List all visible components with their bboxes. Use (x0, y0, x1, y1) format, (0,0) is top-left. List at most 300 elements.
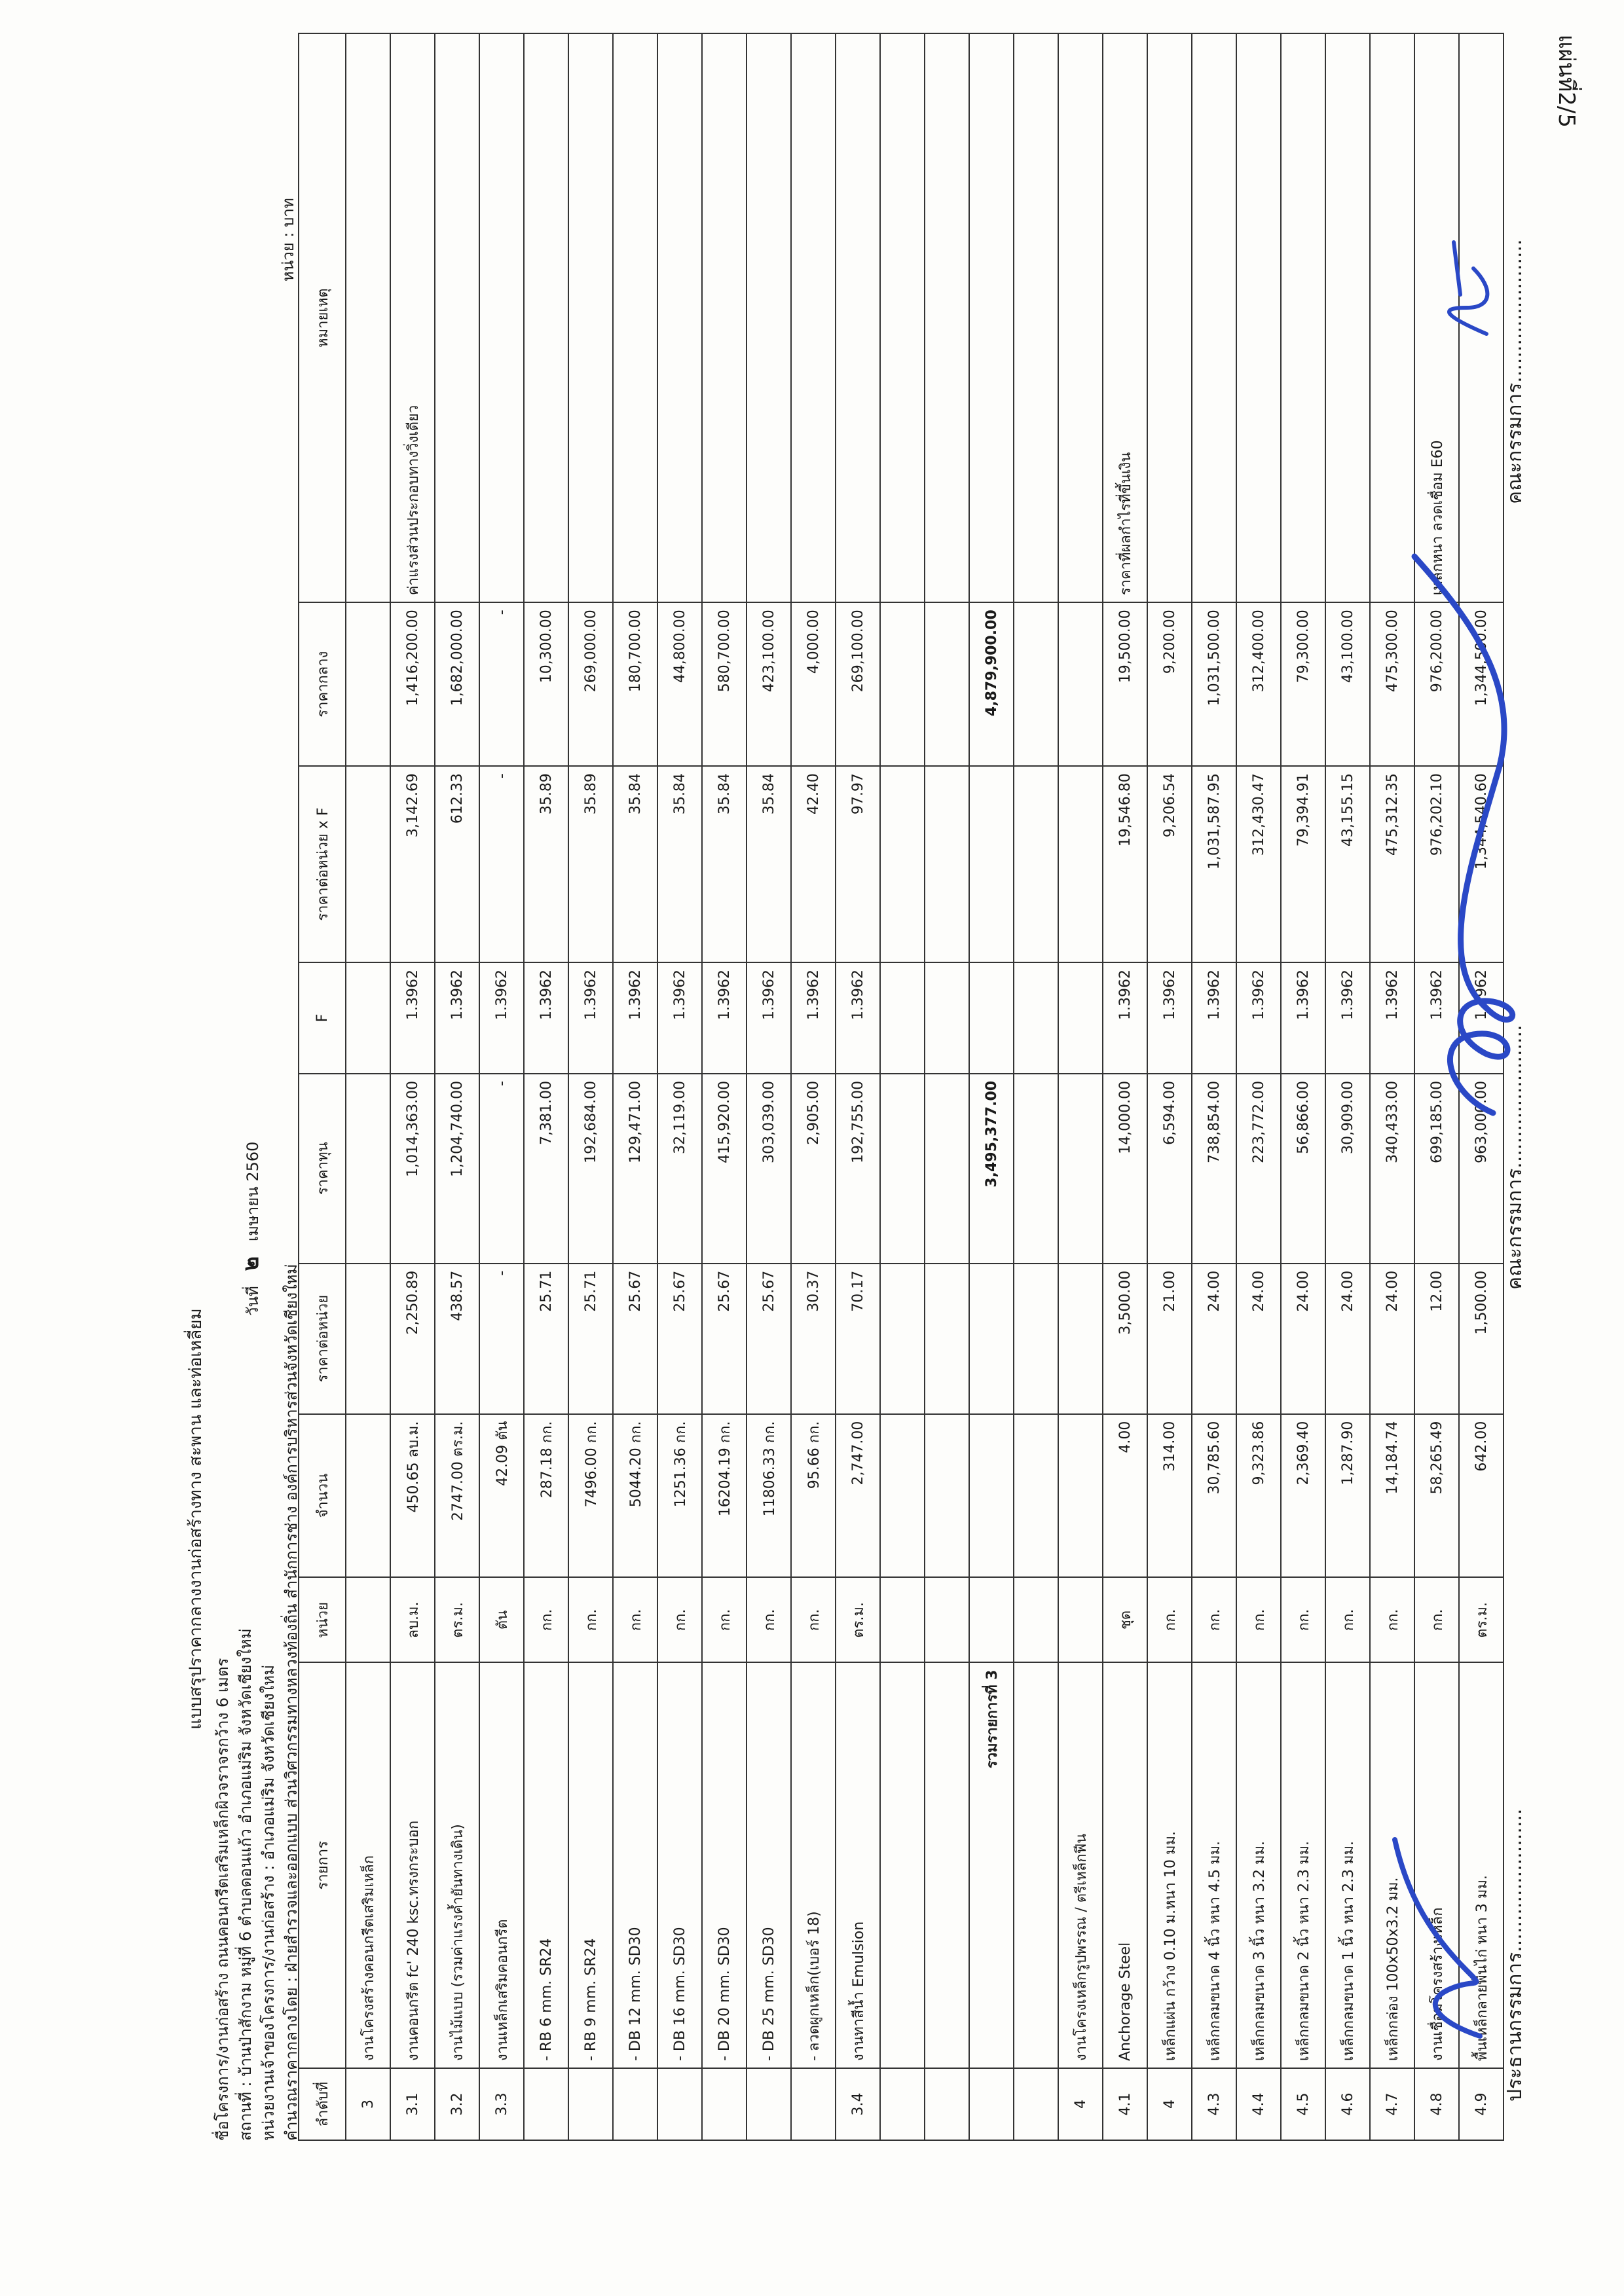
table-row (1147, 33, 1192, 2140)
cell-unit: ลบ.ม. (390, 1577, 435, 1662)
col-unit: หน่วย (299, 1577, 346, 1662)
cell-f: 1.3962 (524, 962, 568, 1074)
cell-f-price: 312,430.47 (1236, 766, 1281, 962)
cell-qty (969, 1414, 1014, 1578)
cell-qty: 314.00 (1147, 1414, 1192, 1578)
cell-note (1147, 33, 1192, 602)
cell-unit: กก. (1281, 1577, 1325, 1662)
cell-total (880, 602, 925, 766)
cell-no: 3.2 (435, 2068, 479, 2140)
cell-note (969, 33, 1014, 602)
table-row-subtotal (969, 33, 1014, 2140)
cell-note (346, 33, 390, 602)
cell-qty: 30,785.60 (1192, 1414, 1236, 1578)
cell-item: - DB 25 mm. SD30 (747, 1662, 791, 2068)
cell-qty: 95.66 กก. (791, 1414, 836, 1578)
cell-qty (1058, 1414, 1103, 1578)
cell-note (836, 33, 880, 602)
cell-item: งานเหล็กเสริมคอนกรีต (479, 1662, 524, 2068)
member2-signature-line: คณะกรรมการ....................... (1504, 239, 1526, 504)
cell-cost: 56,866.00 (1281, 1074, 1325, 1264)
cell-total: 580,700.00 (702, 602, 747, 766)
cell-qty: 11806.33 กก. (747, 1414, 791, 1578)
cell-total: 423,100.00 (747, 602, 791, 766)
cell-f-price: 19,546.80 (1103, 766, 1147, 962)
cell-item: - DB 16 mm. SD30 (657, 1662, 702, 2068)
sheet-number: แผ่นที่2/5 (1553, 34, 1579, 128)
rotated-sheet (72, 33, 1545, 2141)
cell-item (880, 1662, 925, 2068)
col-factor: F (299, 962, 346, 1074)
cell-f: 1.3962 (791, 962, 836, 1074)
cell-f: 1.3962 (1370, 962, 1414, 1074)
cell-note (1058, 33, 1103, 602)
cell-note (657, 33, 702, 602)
cell-total: - (479, 602, 524, 766)
table-row (613, 33, 657, 2140)
cell-f-price: 35.89 (524, 766, 568, 962)
cell-item: เหล็กกล่อง 100x50x3.2 มม. (1370, 1662, 1414, 2068)
cell-cost (1058, 1074, 1103, 1264)
cell-qty (880, 1414, 925, 1578)
cell-no (702, 2068, 747, 2140)
cell-qty: 1,287.90 (1325, 1414, 1370, 1578)
date-label: วันที่ (244, 1286, 262, 1316)
cell-item: พื้นเหล็กลายพื้นไก่ หนา 3 มม. (1459, 1662, 1504, 2068)
cell-unit: กก. (657, 1577, 702, 1662)
cell-item: - ลวดผูกเหล็ก(เบอร์ 18) (791, 1662, 836, 2068)
cell-total: 1,416,200.00 (390, 602, 435, 766)
cell-qty: 5044.20 กก. (613, 1414, 657, 1578)
cell-unit-price: 1,500.00 (1459, 1264, 1504, 1414)
cell-note (702, 33, 747, 602)
cell-f-price: 976,202.10 (1414, 766, 1459, 962)
cell-cost: 14,000.00 (1103, 1074, 1147, 1264)
table-row (435, 33, 479, 2140)
cell-item: รวมรายการที่ 3 (969, 1662, 1014, 2068)
table-row (1014, 33, 1058, 2140)
cell-f-price (1058, 766, 1103, 962)
cell-unit: กก. (1236, 1577, 1281, 1662)
cell-qty: 1251.36 กก. (657, 1414, 702, 1578)
cell-total: 4,000.00 (791, 602, 836, 766)
cell-cost: 738,854.00 (1192, 1074, 1236, 1264)
col-factor-price: ราคาต่อหน่วย x F (299, 766, 346, 962)
price-table (298, 33, 1504, 2141)
cell-total: 1,344,500.00 (1459, 602, 1504, 766)
cell-note (1014, 33, 1058, 602)
cell-no: 3.4 (836, 2068, 880, 2140)
cell-unit-price: 12.00 (1414, 1264, 1459, 1414)
cell-no (925, 2068, 969, 2140)
cell-note (880, 33, 925, 602)
cell-f-price (925, 766, 969, 962)
cell-cost: 2,905.00 (791, 1074, 836, 1264)
cell-unit (880, 1577, 925, 1662)
cell-unit-price (1014, 1264, 1058, 1414)
cell-unit: กก. (1325, 1577, 1370, 1662)
cell-f-price: 97.97 (836, 766, 880, 962)
cell-unit-price: 438.57 (435, 1264, 479, 1414)
cell-cost: 30,909.00 (1325, 1074, 1370, 1264)
cell-f-price: 35.84 (657, 766, 702, 962)
cell-unit-price: 3,500.00 (1103, 1264, 1147, 1414)
cell-item: - RB 6 mm. SR24 (524, 1662, 568, 2068)
cell-cost: 963,000.00 (1459, 1074, 1504, 1264)
cell-total: 4,879,900.00 (969, 602, 1014, 766)
cell-unit-price (346, 1264, 390, 1414)
cell-note: ค่าแรงส่วนประกอบทางวิ่งเดียว (390, 33, 435, 602)
cell-f: 1.3962 (657, 962, 702, 1074)
cell-item (925, 1662, 969, 2068)
cell-no (613, 2068, 657, 2140)
cell-qty: 2747.00 ตร.ม. (435, 1414, 479, 1578)
cell-item: เหล็กแผ่น กว้าง 0.10 ม.หนา 10 มม. (1147, 1662, 1192, 2068)
cell-total: 10,300.00 (524, 602, 568, 766)
table-row (880, 33, 925, 2140)
cell-unit: ตร.ม. (1459, 1577, 1504, 1662)
cell-f-price: - (479, 766, 524, 962)
cell-f (969, 962, 1014, 1074)
cell-cost (880, 1074, 925, 1264)
cell-unit (925, 1577, 969, 1662)
cell-no (1014, 2068, 1058, 2140)
cell-f-price: 79,394.91 (1281, 766, 1325, 962)
cell-item: - DB 12 mm. SD30 (613, 1662, 657, 2068)
cell-unit-price (969, 1264, 1014, 1414)
cell-unit (969, 1577, 1014, 1662)
cell-item: เหล็กกลมขนาด 3 นิ้ว หนา 3.2 มม. (1236, 1662, 1281, 2068)
agency: หน่วยงานเจ้าของโครงการ/งานก่อสร้าง : อำเภอแม่ริม จังหวัดเชียงใหม่ (259, 1664, 278, 2141)
cell-f-price: 35.84 (747, 766, 791, 962)
cell-total: 9,200.00 (1147, 602, 1192, 766)
cell-total: 976,200.00 (1414, 602, 1459, 766)
cell-f: 1.3962 (702, 962, 747, 1074)
cell-no (747, 2068, 791, 2140)
project-name: ชื่อโครงการ/งานก่อสร้าง ถนนคอนกรีตเสริมเหล็กผิวจราจรกว้าง 6 เมตร (213, 1658, 232, 2141)
cell-cost: 303,039.00 (747, 1074, 791, 1264)
cell-unit-price: 25.67 (702, 1264, 747, 1414)
table-row (747, 33, 791, 2140)
cell-no: 4 (1058, 2068, 1103, 2140)
member-signature-line: คณะกรรมการ....................... (1504, 1025, 1526, 1290)
cell-no (524, 2068, 568, 2140)
cell-no: 4.5 (1281, 2068, 1325, 2140)
cell-f-price (969, 766, 1014, 962)
table-row (346, 33, 390, 2140)
cell-note (1281, 33, 1325, 602)
cell-note (1325, 33, 1370, 602)
document-date (232, 1142, 268, 1316)
chair-signature-line: ประธานกรรมการ....................... (1504, 1808, 1526, 2102)
cell-unit: ชุด (1103, 1577, 1147, 1662)
cell-f-price: 3,142.69 (390, 766, 435, 962)
cell-unit-price (880, 1264, 925, 1414)
cell-qty: 16204.19 กก. (702, 1414, 747, 1578)
cell-qty (1014, 1414, 1058, 1578)
cell-unit: ตัน (479, 1577, 524, 1662)
cell-cost: 3,495,377.00 (969, 1074, 1014, 1264)
cell-qty: 2,747.00 (836, 1414, 880, 1578)
cell-note (613, 33, 657, 602)
cell-total: 269,100.00 (836, 602, 880, 766)
cell-note (435, 33, 479, 602)
cell-f: 1.3962 (1459, 962, 1504, 1074)
cell-no: 4 (1147, 2068, 1192, 2140)
cell-unit: ตร.ม. (836, 1577, 880, 1662)
cell-item: Anchorage Steel (1103, 1662, 1147, 2068)
cell-unit-price (1058, 1264, 1103, 1414)
cell-unit: กก. (791, 1577, 836, 1662)
cell-total: 79,300.00 (1281, 602, 1325, 766)
cell-unit-price: 2,250.89 (390, 1264, 435, 1414)
cell-f: 1.3962 (1192, 962, 1236, 1074)
cell-f-price: 475,312.35 (1370, 766, 1414, 962)
cell-item: งานไม้แบบ (รวมค่าแรงค้ำยันทางเดิน) (435, 1662, 479, 2068)
cell-cost: 699,185.00 (1414, 1074, 1459, 1264)
cell-cost (346, 1074, 390, 1264)
cell-unit: ตร.ม. (435, 1577, 479, 1662)
cell-f-price: 35.89 (568, 766, 613, 962)
cell-unit-price: 24.00 (1281, 1264, 1325, 1414)
document-title: แบบสรุปราคากลางงานก่อสร้างทาง สะพาน และท่อเหลี่ยม (186, 1308, 206, 1730)
cell-cost: 1,204,740.00 (435, 1074, 479, 1264)
cell-no (969, 2068, 1014, 2140)
table-row (479, 33, 524, 2140)
estimator: คำนวณราคากลางโดย : ฝ่ายสำรวจและออกแบบ ส่วนวิศวกรรมทางหลวงท้องถิ่น สำนักการช่าง องค์การบริหารส่วนจังหวัดเชียงใหม่ (282, 1264, 301, 2141)
cell-total: 269,000.00 (568, 602, 613, 766)
currency-unit: หน่วย : บาท (279, 198, 297, 282)
cell-f: 1.3962 (747, 962, 791, 1074)
cell-no (657, 2068, 702, 2140)
cell-no: 4.7 (1370, 2068, 1414, 2140)
cell-f-price: 35.84 (702, 766, 747, 962)
cell-note (791, 33, 836, 602)
cell-unit-price: 21.00 (1147, 1264, 1192, 1414)
cell-f: 1.3962 (1325, 962, 1370, 1074)
cell-qty: 9,323.86 (1236, 1414, 1281, 1578)
cell-unit-price: 30.37 (791, 1264, 836, 1414)
cell-unit-price: 24.00 (1236, 1264, 1281, 1414)
col-total: ราคากลาง (299, 602, 346, 766)
cell-no: 3.1 (390, 2068, 435, 2140)
cell-total: 43,100.00 (1325, 602, 1370, 766)
cell-no (791, 2068, 836, 2140)
cell-unit: กก. (524, 1577, 568, 1662)
cell-note (524, 33, 568, 602)
cell-f: 1.3962 (613, 962, 657, 1074)
cell-f: 1.3962 (1414, 962, 1459, 1074)
cell-note (1192, 33, 1236, 602)
col-qty: จำนวน (299, 1414, 346, 1578)
cell-f-price (346, 766, 390, 962)
col-cost: ราคาทุน (299, 1074, 346, 1264)
cell-f-price (880, 766, 925, 962)
cell-f (346, 962, 390, 1074)
table-row (657, 33, 702, 2140)
table-row (568, 33, 613, 2140)
table-row (1103, 33, 1147, 2140)
cell-unit-price: - (479, 1264, 524, 1414)
cell-cost: 32,119.00 (657, 1074, 702, 1264)
cell-unit-price (925, 1264, 969, 1414)
cell-no: 4.3 (1192, 2068, 1236, 2140)
table-row (702, 33, 747, 2140)
cell-unit: กก. (1370, 1577, 1414, 1662)
cell-cost: 7,381.00 (524, 1074, 568, 1264)
cell-no: 4.4 (1236, 2068, 1281, 2140)
cell-qty: 2,369.40 (1281, 1414, 1325, 1578)
cell-qty: 642.00 (1459, 1414, 1504, 1578)
table-row (791, 33, 836, 2140)
table-body (346, 33, 1504, 2140)
cell-unit: กก. (747, 1577, 791, 1662)
cell-item (1014, 1662, 1058, 2068)
chair-signature (1382, 1827, 1500, 2049)
cell-note (568, 33, 613, 602)
cell-total (1058, 602, 1103, 766)
cell-f-price: 612.33 (435, 766, 479, 962)
table-row (1325, 33, 1370, 2140)
cell-qty: 14,184.74 (1370, 1414, 1414, 1578)
cell-unit-price: 25.71 (524, 1264, 568, 1414)
cell-total (346, 602, 390, 766)
cell-cost: 192,755.00 (836, 1074, 880, 1264)
table-row (524, 33, 568, 2140)
cell-f (1058, 962, 1103, 1074)
cell-f: 1.3962 (390, 962, 435, 1074)
cell-qty: 42.09 ตัน (479, 1414, 524, 1578)
cell-unit (1014, 1577, 1058, 1662)
cell-item: เหล็กกลมขนาด 4 นิ้ว หนา 4.5 มม. (1192, 1662, 1236, 2068)
cell-item: งานคอนกรีต fc' 240 ksc.ทรงกระบอก (390, 1662, 435, 2068)
cell-qty: 4.00 (1103, 1414, 1147, 1578)
cell-qty: 7496.00 กก. (568, 1414, 613, 1578)
cell-total: 44,800.00 (657, 602, 702, 766)
document-heading (72, 33, 301, 2141)
cell-note (479, 33, 524, 602)
cell-qty: 287.18 กก. (524, 1414, 568, 1578)
cell-item: งานโครงเหล็กรูปพรรณ / ตรีเหล็กฟีน (1058, 1662, 1103, 2068)
cell-unit: กก. (702, 1577, 747, 1662)
cell-total: 1,031,500.00 (1192, 602, 1236, 766)
project-location: สถานที่ : บ้านป่าสักงาม หมู่ที่ 6 ตำบลดอนแก้ว อำเภอแม่ริม จังหวัดเชียงใหม่ (236, 1628, 255, 2141)
cell-f: 1.3962 (1236, 962, 1281, 1074)
cell-f-price: 43,155.15 (1325, 766, 1370, 962)
cell-f: 1.3962 (1281, 962, 1325, 1074)
cell-f: 1.3962 (479, 962, 524, 1074)
cell-no: 4.1 (1103, 2068, 1147, 2140)
cell-unit: กก. (568, 1577, 613, 1662)
cell-unit-price: 24.00 (1370, 1264, 1414, 1414)
cell-f-price (1014, 766, 1058, 962)
cell-unit-price: 25.67 (613, 1264, 657, 1414)
cell-f-price: 1,031,587.95 (1192, 766, 1236, 962)
cell-note (1370, 33, 1414, 602)
cell-cost: 192,684.00 (568, 1074, 613, 1264)
cell-item: งานทาสีน้ำ Emulsion (836, 1662, 880, 2068)
cell-f: 1.3962 (435, 962, 479, 1074)
cell-item: - DB 20 mm. SD30 (702, 1662, 747, 2068)
cell-unit: กก. (1147, 1577, 1192, 1662)
cell-note (747, 33, 791, 602)
cell-unit-price: 24.00 (1325, 1264, 1370, 1414)
cell-unit: กก. (1414, 1577, 1459, 1662)
cell-unit-price: 25.71 (568, 1264, 613, 1414)
date-day: ๒ (238, 1256, 264, 1271)
cell-total (1014, 602, 1058, 766)
table-row (836, 33, 880, 2140)
cell-cost: 129,471.00 (613, 1074, 657, 1264)
cell-no (568, 2068, 613, 2140)
cell-f-price: 9,206.54 (1147, 766, 1192, 962)
cell-unit: กก. (1192, 1577, 1236, 1662)
cell-total: 475,300.00 (1370, 602, 1414, 766)
cell-cost (1014, 1074, 1058, 1264)
cell-no: 4.9 (1459, 2068, 1504, 2140)
cell-unit-price: 25.67 (747, 1264, 791, 1414)
cell-qty: 450.65 ลบ.ม. (390, 1414, 435, 1578)
cell-cost (925, 1074, 969, 1264)
cell-no: 4.6 (1325, 2068, 1370, 2140)
table-header-row (299, 33, 346, 2140)
cell-total: 1,682,000.00 (435, 602, 479, 766)
cell-qty (346, 1414, 390, 1578)
cell-cost: - (479, 1074, 524, 1264)
date-month-year: เมษายน 2560 (244, 1141, 262, 1242)
cell-total: 180,700.00 (613, 602, 657, 766)
cell-note (925, 33, 969, 602)
cell-qty (925, 1414, 969, 1578)
cell-item: งานโครงสร้างคอนกรีตเสริมเหล็ก (346, 1662, 390, 2068)
cell-item: งานเชื่อมโครงสร้างเหล็ก (1414, 1662, 1459, 2068)
cell-cost: 415,920.00 (702, 1074, 747, 1264)
cell-unit-price: 24.00 (1192, 1264, 1236, 1414)
table-row (925, 33, 969, 2140)
col-note: หมายเหตุ (299, 33, 346, 602)
cell-note: ราคาที่ผลกำไรที่ขึ้นเงิน (1103, 33, 1147, 602)
cell-no: 3.3 (479, 2068, 524, 2140)
col-item: รายการ (299, 1662, 346, 2068)
cell-f-price: 1,344,540.60 (1459, 766, 1504, 962)
cell-total (925, 602, 969, 766)
cell-f-price: 42.40 (791, 766, 836, 962)
table-row (1058, 33, 1103, 2140)
cell-no: 4.8 (1414, 2068, 1459, 2140)
col-unit-price: ราคาต่อหน่วย (299, 1264, 346, 1414)
cell-total: 19,500.00 (1103, 602, 1147, 766)
cell-item: เหล็กกลมขนาด 2 นิ้ว หนา 2.3 มม. (1281, 1662, 1325, 2068)
cell-f: 1.3962 (836, 962, 880, 1074)
cell-cost: 340,433.00 (1370, 1074, 1414, 1264)
cell-f: 1.3962 (1147, 962, 1192, 1074)
cell-cost: 223,772.00 (1236, 1074, 1281, 1264)
cell-note (1236, 33, 1281, 602)
cell-total: 312,400.00 (1236, 602, 1281, 766)
cell-unit (1058, 1577, 1103, 1662)
table-row (1281, 33, 1325, 2140)
cell-f: 1.3962 (568, 962, 613, 1074)
cell-unit-price: 25.67 (657, 1264, 702, 1414)
cell-unit (346, 1577, 390, 1662)
cell-note: เหล็กหนา ลวดเชื่อม E60 (1414, 33, 1459, 602)
signature-footer (1486, 33, 1539, 2141)
cell-f-price: 35.84 (613, 766, 657, 962)
col-no: ลำดับที่ (299, 2068, 346, 2140)
cell-f (880, 962, 925, 1074)
cell-qty: 58,265.49 (1414, 1414, 1459, 1578)
table-row (1236, 33, 1281, 2140)
